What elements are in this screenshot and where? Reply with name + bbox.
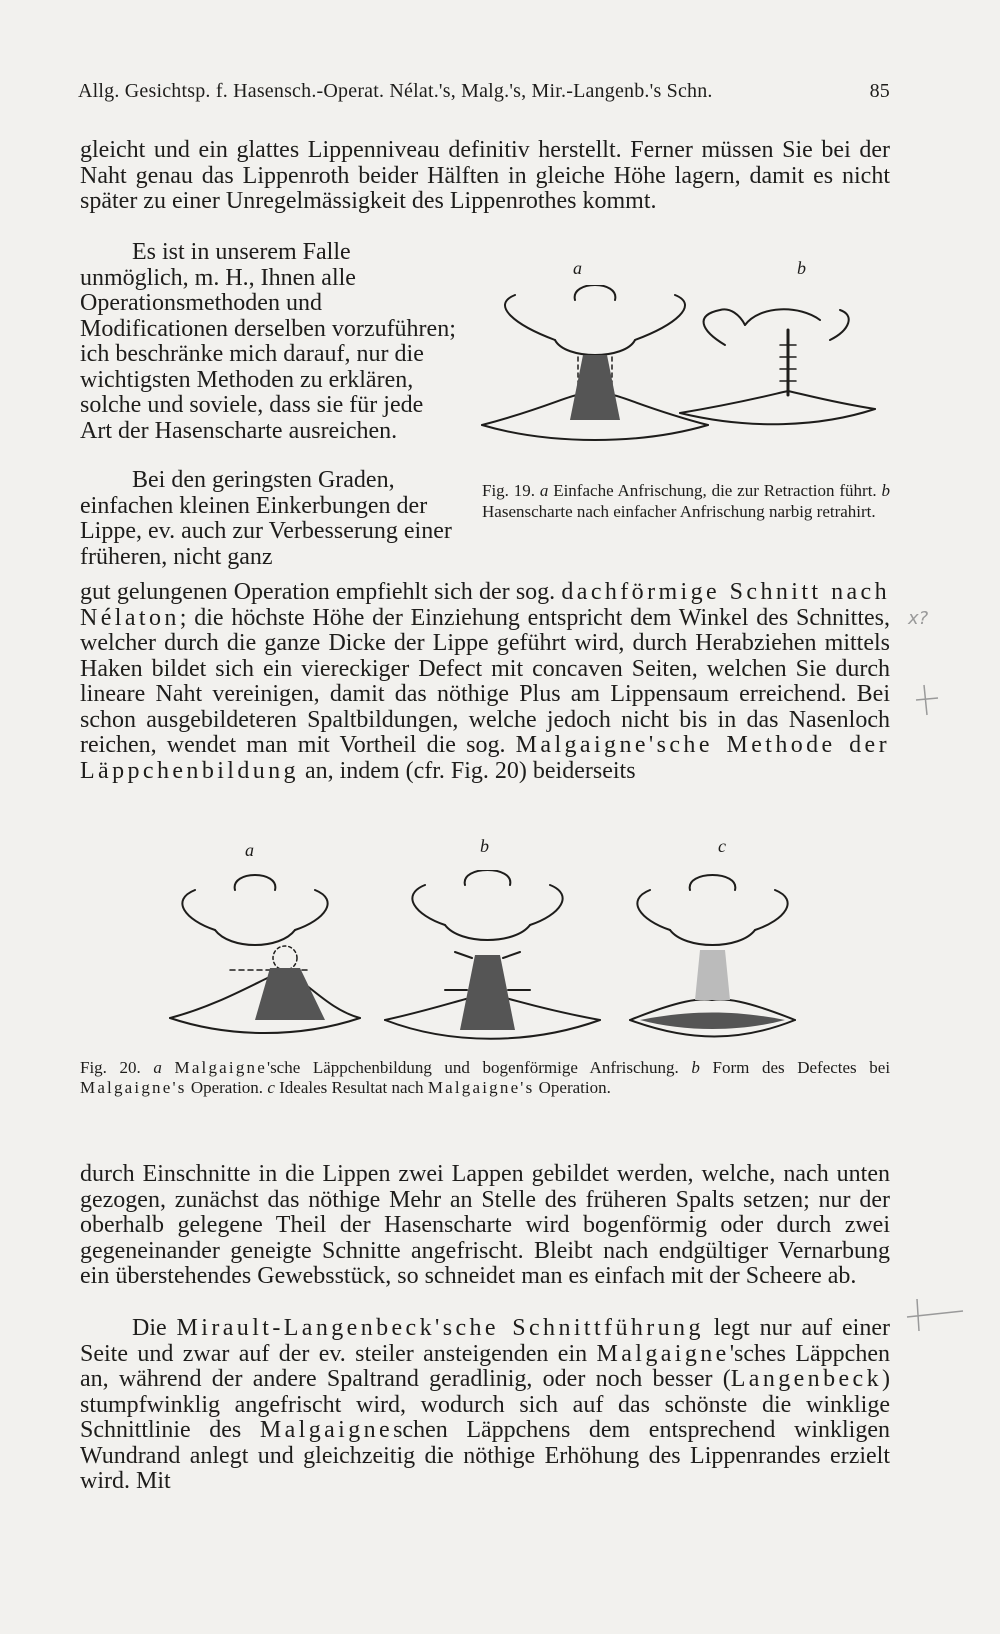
p5-spaced-mirault-langenbeck: Mirault-Langenbeck'sche Schnittführung	[176, 1315, 704, 1341]
p5-spaced-langenbeck: Langenbeck	[730, 1366, 882, 1392]
fig19-caption-b: b	[881, 481, 891, 500]
fig20c-nostril-right	[755, 890, 788, 930]
fig20-label-c: c	[718, 836, 726, 856]
page-number: 85	[869, 80, 890, 102]
p5-t2: legt nur auf einer Seite und zwar auf der ev. steiler ansteigenden ein	[80, 1315, 890, 1367]
paragraph-4: durch Einschnitte in die Lippen zwei Lappen gebildet werden, welche, nach unten gezogen, zunächst das nöthige Mehr an Stelle des früheren Spalts setzen; nur der oberhalb gelegene Theil der Hasenscharte wird bogenförmig oder durch zwei gegeneinander geneigte Schnitte angefrischt. Bleibt nach endgültiger Vernarbung ein überstehendes Gewebsstück, so schneidet man es einfach mit der Scheere ab.	[80, 1161, 890, 1289]
fig20b-nostril-left	[412, 885, 445, 925]
margin-note-pencil: x?	[908, 608, 929, 629]
fig20-caption-t1: 'sche Läppchenbildung und bogenförmige Anfrischung.	[267, 1058, 679, 1077]
header-title: Allg. Gesichtsp. f. Hasensch.-Operat. Nélat.'s, Malg.'s, Mir.-Langenb.'s Schn.	[78, 80, 713, 102]
fig20b-shaded-defect	[460, 955, 515, 1030]
fig19-caption-text2: Hasenscharte nach einfacher Anfrischung narbig retrahirt.	[482, 502, 876, 521]
running-header	[78, 80, 890, 103]
p3-text-c: ; die höchste Höhe der Einziehung entspricht dem Winkel des Schnittes, welcher durch die ganze Dicke der Lippe geführt wird, durch Herabziehen mittels Haken bildet sich ein viereckiger Defect mit concaven Seiten, welchen Sie durch lineare Naht vereinigen, damit das nöthige Plus am Lippensaum erreichend. Bei schon ausgebildeteren Spaltbildungen, welche jedoch nicht bis in das Nasenloch reichen, wendet man mit Vortheil die sog.	[80, 604, 890, 758]
fig19a-columella	[555, 340, 635, 355]
fig19b-upper-lip	[680, 391, 875, 413]
fig19b-nostril-right	[830, 310, 849, 340]
p5-spaced-malgaigne-1: Malgaigne	[596, 1340, 730, 1367]
p5-spaced-malgaigne-2: Malgaigne	[259, 1417, 394, 1443]
p5-t5: schen Läppchens dem entsprechend winkligen Wundrand anlegt und gleichzeitig die nöthige Erhöhung des Lippenrandes erzielt wird. Mit	[80, 1417, 890, 1494]
fig20a-lower-lip	[170, 1018, 360, 1033]
fig20-caption-malgaigne-3: Malgaigne's	[427, 1078, 535, 1097]
pencil-cross-mark-1	[912, 680, 942, 720]
pencil-cross-mark-2	[905, 1295, 965, 1335]
p3-text-a: gut gelungenen Operation empfiehlt sich der sog.	[80, 579, 556, 605]
fig20a-nostril-left	[182, 890, 215, 930]
fig19a-lower-lip	[482, 425, 708, 440]
fig20-caption-b: b	[691, 1058, 700, 1077]
fig19b-nostril-left	[704, 309, 745, 345]
paragraph-3-start: Bei den geringsten Graden, einfachen kleinen Einkerbungen der Lippe, ev. auch zur Verbesserung einer früheren, nicht ganz	[80, 467, 452, 570]
fig20-illustration	[160, 870, 900, 1055]
fig20-caption-fig: Fig. 20.	[80, 1058, 141, 1077]
fig20c-philtrum	[695, 950, 730, 1000]
p5-t4: ) stumpfwinklig angefrischt wird, wodurch sich auf das schönste die winklige Schnittlinie des	[80, 1366, 890, 1443]
fig20-caption	[80, 1058, 890, 1098]
p3-text-e: an, indem (cfr. Fig. 20) beiderseits	[304, 757, 636, 784]
fig20a-shaded-defect	[255, 968, 325, 1020]
fig20-label-a: a	[245, 840, 254, 860]
fig20c-nostril-left	[637, 890, 670, 930]
p5-t3: 'sches Läppchen an, während der andere Spaltrand geradlinig, oder noch besser (	[80, 1340, 890, 1392]
fig20-caption-t4: Ideales Resultat nach	[279, 1078, 424, 1097]
fig19-caption-a: a	[539, 481, 549, 500]
fig20c-lip-red	[640, 1013, 785, 1030]
fig19-illustration	[470, 285, 890, 470]
fig20-caption-t3: Operation.	[190, 1078, 264, 1097]
fig20-caption-malgaigne-2: Malgaigne's	[80, 1078, 187, 1097]
fig20-caption-t5: Operation.	[538, 1078, 611, 1097]
fig19b-nose	[745, 309, 820, 325]
fig20a-nostril-right	[295, 890, 328, 930]
fig19a-nose-tip	[575, 285, 616, 300]
fig20-caption-c: c	[267, 1078, 275, 1097]
fig19-label-b: b	[797, 258, 806, 278]
p3-spaced-malgaigne: Malgaigne'sche Methode der Läppchenbildung	[80, 732, 891, 784]
fig20a-dashed-circle	[273, 946, 297, 970]
fig20b-nostril-right	[530, 885, 563, 925]
paragraph-3-continued	[80, 580, 890, 784]
fig19-caption-text1: Einfache Anfrischung, die zur Retraction führt.	[553, 481, 877, 500]
p3-spaced-dachfoermig: dachförmige Schnitt nach Nélaton	[80, 579, 891, 631]
fig19a-nostril-left	[505, 295, 555, 340]
fig20-caption-a: a	[153, 1058, 162, 1077]
p5-t1: Die	[132, 1315, 167, 1341]
fig20a-columella	[215, 930, 295, 945]
fig20-label-b: b	[480, 836, 489, 856]
fig19-label-a: a	[573, 258, 582, 278]
fig19b-lower-lip	[680, 409, 875, 424]
paragraph-5	[80, 1316, 890, 1495]
fig19-caption-fig: Fig. 19.	[482, 481, 536, 500]
fig20-caption-malgaigne-1: Malgaigne	[174, 1058, 267, 1077]
fig19-caption	[482, 480, 890, 522]
paragraph-2: Es ist in unserem Falle unmöglich, m. H., Ihnen alle Operationsmethoden und Modificationen derselben vorzuführen; ich beschränke mich darauf, nur die wichtigsten Methoden zu erklären, solche und soviele, dass sie für jede Art der Hasenscharte ausreichen.	[80, 239, 456, 444]
paragraph-1: gleicht und ein glattes Lippenniveau definitiv herstellt. Ferner müssen Sie bei der Naht genau das Lippenroth beider Hälften in gleiche Höhe lagern, damit es nicht später zu einer Unregelmässigkeit des Lippenrothes kommt.	[80, 137, 890, 214]
fig19a-nostril-right	[635, 295, 685, 340]
fig20-caption-t2: Form des Defectes bei	[712, 1058, 891, 1077]
